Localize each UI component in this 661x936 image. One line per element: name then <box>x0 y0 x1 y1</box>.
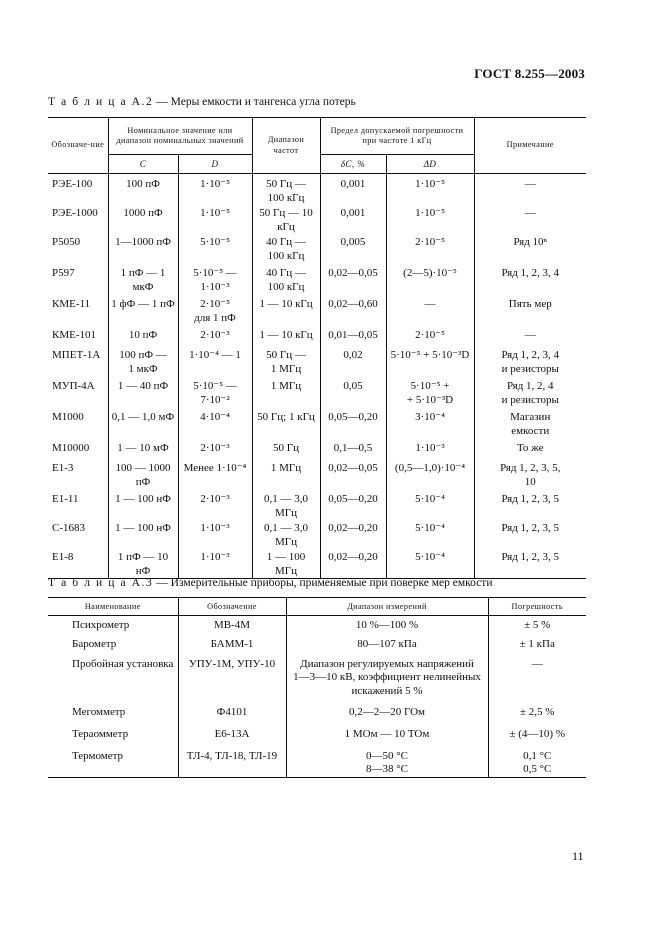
col-dd: ΔD <box>386 155 474 174</box>
cell-d: 2·10⁻⁵ для 1 пФ <box>178 296 252 327</box>
cell-d: 1·10⁻⁵ <box>178 174 252 206</box>
cell-error: ± 5 % <box>488 616 586 636</box>
cell-dd: 3·10⁻⁴ <box>386 409 474 440</box>
cell-designation: КМЕ-101 <box>48 327 108 347</box>
table-a3-caption-text: — Измерительные приборы, применяемые при поверке мер емкости <box>153 577 493 589</box>
cell-dc: 0,1—0,5 <box>320 440 386 460</box>
cell-designation: РЭЕ-100 <box>48 174 108 206</box>
cell-d: 5·10⁻⁵ <box>178 234 252 265</box>
cell-designation: ТЛ-4, ТЛ-18, ТЛ-19 <box>178 748 286 778</box>
cell-c: 1 — 100 нФ <box>108 520 178 549</box>
page-number: 11 <box>572 849 584 863</box>
cell-d: 5·10⁻⁵ — 1·10⁻³ <box>178 265 252 296</box>
table-row <box>48 491 586 520</box>
cell-c: 1 — 40 пФ <box>108 378 178 409</box>
col-designation: Обозначение <box>178 598 286 616</box>
cell-error: 0,1 °С 0,5 °С <box>488 748 586 778</box>
table-row <box>48 704 586 726</box>
cell-c: 100 пФ <box>108 174 178 206</box>
table-row <box>48 636 586 656</box>
table-row <box>48 378 586 409</box>
cell-dd: 5·10⁻⁴ <box>386 520 474 549</box>
col-nominal: Номинальное значение или диапазон номинальных значений <box>108 118 252 155</box>
cell-d: 2·10⁻³ <box>178 440 252 460</box>
cell-name: Барометр <box>48 636 178 656</box>
cell-dc: 0,05—0,20 <box>320 491 386 520</box>
cell-freq: 1 — 10 кГц <box>252 327 320 347</box>
cell-dc: 0,01—0,05 <box>320 327 386 347</box>
table-a2-caption <box>48 96 356 108</box>
cell-note: Ряд 1, 2, 3, 5 <box>474 520 586 549</box>
cell-freq: 40 Гц — 100 кГц <box>252 265 320 296</box>
cell-freq: 1 — 10 кГц <box>252 296 320 327</box>
cell-note: Ряд 1, 2, 3, 4 <box>474 265 586 296</box>
cell-c: 1 фФ — 1 пФ <box>108 296 178 327</box>
cell-dc: 0,02—0,05 <box>320 265 386 296</box>
cell-dd: 5·10⁻⁵ + 5·10⁻³D <box>386 347 474 378</box>
cell-d: 2·10⁻³ <box>178 327 252 347</box>
table-row <box>48 265 586 296</box>
cell-dd: 1·10⁻⁵ <box>386 174 474 206</box>
cell-freq: 1 МГц <box>252 378 320 409</box>
cell-d: 4·10⁻⁴ <box>178 409 252 440</box>
cell-dc: 0,001 <box>320 205 386 234</box>
cell-designation: БАММ-1 <box>178 636 286 656</box>
cell-range: 10 %—100 % <box>286 616 488 636</box>
table-a3-caption <box>48 577 493 589</box>
table-row <box>48 234 586 265</box>
cell-designation: УПУ-1М, УПУ-10 <box>178 656 286 704</box>
col-error: Погрешность <box>488 598 586 616</box>
cell-c: 1—1000 пФ <box>108 234 178 265</box>
cell-designation: МВ-4М <box>178 616 286 636</box>
cell-c: 1 — 10 мФ <box>108 440 178 460</box>
cell-d: 5·10⁻⁵ — 7·10⁻² <box>178 378 252 409</box>
cell-dc: 0,02—0,20 <box>320 549 386 579</box>
cell-d: 2·10⁻³ <box>178 491 252 520</box>
cell-freq: 50 Гц — 10 кГц <box>252 205 320 234</box>
cell-designation: М10000 <box>48 440 108 460</box>
cell-range: 1 МОм — 10 ТОм <box>286 726 488 748</box>
cell-note: Ряд 1, 2, 3, 5 <box>474 491 586 520</box>
cell-freq: 0,1 — 3,0 МГц <box>252 520 320 549</box>
table-row <box>48 656 586 704</box>
cell-c: 100 пФ — 1 мкФ <box>108 347 178 378</box>
cell-name: Тераомметр <box>48 726 178 748</box>
cell-dc: 0,005 <box>320 234 386 265</box>
cell-designation: МУП-4А <box>48 378 108 409</box>
cell-dd: (2—5)·10⁻⁵ <box>386 265 474 296</box>
cell-d: 1·10⁻³ <box>178 520 252 549</box>
cell-dc: 0,02—0,20 <box>320 520 386 549</box>
cell-d: 1·10⁻⁴ — 1 <box>178 347 252 378</box>
cell-dc: 0,02 <box>320 347 386 378</box>
table-a2-caption-text: — Меры емкости и тангенса угла потерь <box>153 96 356 108</box>
cell-dd: 2·10⁻⁵ <box>386 327 474 347</box>
table-row <box>48 460 586 491</box>
cell-c: 1 пФ — 10 нФ <box>108 549 178 579</box>
table-a2-body <box>48 174 586 579</box>
table-row <box>48 520 586 549</box>
cell-freq: 50 Гц; 1 кГц <box>252 409 320 440</box>
col-d: D <box>178 155 252 174</box>
cell-dd: 1·10⁻³ <box>386 440 474 460</box>
col-error: Предел допускаемой погрешности при частоте 1 кГц <box>320 118 474 155</box>
cell-c: 10 пФ <box>108 327 178 347</box>
cell-note: То же <box>474 440 586 460</box>
cell-note: Ряд 1, 2, 4 и резисторы <box>474 378 586 409</box>
cell-error: — <box>488 656 586 704</box>
cell-error: ± 2,5 % <box>488 704 586 726</box>
cell-range: 0—50 °С 8—38 °С <box>286 748 488 778</box>
table-row <box>48 549 586 579</box>
table-row <box>48 296 586 327</box>
cell-dd: 5·10⁻⁴ <box>386 491 474 520</box>
cell-range: Диапазон регулируемых напряжений 1—3—10 кВ, коэффициент нелинейных искажений 5 % <box>286 656 488 704</box>
table-row <box>48 174 586 206</box>
table-row <box>48 347 586 378</box>
cell-designation: Р597 <box>48 265 108 296</box>
table-row <box>48 748 586 778</box>
cell-designation: Р5050 <box>48 234 108 265</box>
cell-designation: Е6-13А <box>178 726 286 748</box>
cell-dc: 0,05 <box>320 378 386 409</box>
cell-designation: РЭЕ-1000 <box>48 205 108 234</box>
cell-designation: М1000 <box>48 409 108 440</box>
cell-error: ± (4—10) % <box>488 726 586 748</box>
cell-range: 80—107 кПа <box>286 636 488 656</box>
col-note: Примечание <box>474 118 586 174</box>
cell-freq: 40 Гц — 100 кГц <box>252 234 320 265</box>
cell-designation: С-1683 <box>48 520 108 549</box>
table-a3 <box>48 597 586 778</box>
table-row <box>48 409 586 440</box>
cell-c: 100 — 1000 пФ <box>108 460 178 491</box>
table-a2 <box>48 117 586 579</box>
table-row <box>48 440 586 460</box>
cell-error: ± 1 кПа <box>488 636 586 656</box>
col-range: Диапазон измерений <box>286 598 488 616</box>
cell-freq: 0,1 — 3,0 МГц <box>252 491 320 520</box>
table-a2-caption-label: Т а б л и ц а А.2 <box>48 96 154 108</box>
cell-designation: Е1-8 <box>48 549 108 579</box>
cell-dd: 5·10⁻⁴ <box>386 549 474 579</box>
cell-freq: 1 — 100 МГц <box>252 549 320 579</box>
standard-header: ГОСТ 8.255—2003 <box>474 66 585 81</box>
table-row <box>48 726 586 748</box>
cell-dd: 1·10⁻⁵ <box>386 205 474 234</box>
col-name: Наименование <box>48 598 178 616</box>
cell-name: Пробойная установка <box>48 656 178 704</box>
table-a3-body <box>48 616 586 778</box>
cell-dc: 0,02—0,05 <box>320 460 386 491</box>
cell-c: 1000 пФ <box>108 205 178 234</box>
cell-designation: МПЕТ-1А <box>48 347 108 378</box>
cell-note: — <box>474 205 586 234</box>
col-freq: Диапазон частот <box>252 118 320 174</box>
cell-note: — <box>474 174 586 206</box>
cell-note: Пять мер <box>474 296 586 327</box>
col-dc: δC, % <box>320 155 386 174</box>
table-row <box>48 327 586 347</box>
col-designation: Обозначе-ние <box>48 118 108 174</box>
cell-note: — <box>474 327 586 347</box>
table-a3-caption-label: Т а б л и ц а А.3 <box>48 577 154 589</box>
cell-dc: 0,02—0,60 <box>320 296 386 327</box>
cell-freq: 1 МГц <box>252 460 320 491</box>
cell-name: Термометр <box>48 748 178 778</box>
cell-designation: Е1-3 <box>48 460 108 491</box>
cell-dd: 5·10⁻⁵ + + 5·10⁻³D <box>386 378 474 409</box>
table-row <box>48 616 586 636</box>
cell-d: 1·10⁻⁵ <box>178 205 252 234</box>
cell-name: Мегомметр <box>48 704 178 726</box>
cell-designation: Е1-11 <box>48 491 108 520</box>
cell-c: 1 пФ — 1 мкФ <box>108 265 178 296</box>
cell-c: 0,1 — 1,0 мФ <box>108 409 178 440</box>
cell-d: Менее 1·10⁻⁴ <box>178 460 252 491</box>
cell-freq: 50 Гц <box>252 440 320 460</box>
cell-dc: 0,05—0,20 <box>320 409 386 440</box>
table-row <box>48 205 586 234</box>
cell-note: Ряд 1, 2, 3, 5 <box>474 549 586 579</box>
col-c: C <box>108 155 178 174</box>
cell-range: 0,2—2—20 ГОм <box>286 704 488 726</box>
cell-note: Магазин емкости <box>474 409 586 440</box>
cell-note: Ряд 1, 2, 3, 5, 10 <box>474 460 586 491</box>
cell-note: Ряд 1, 2, 3, 4 и резисторы <box>474 347 586 378</box>
cell-designation: КМЕ-11 <box>48 296 108 327</box>
cell-freq: 50 Гц — 100 кГц <box>252 174 320 206</box>
cell-dd: (0,5—1,0)·10⁻⁴ <box>386 460 474 491</box>
cell-name: Психрометр <box>48 616 178 636</box>
cell-freq: 50 Гц — 1 МГц <box>252 347 320 378</box>
cell-dd: 2·10⁻⁵ <box>386 234 474 265</box>
cell-d: 1·10⁻³ <box>178 549 252 579</box>
cell-c: 1 — 100 нФ <box>108 491 178 520</box>
cell-designation: Ф4101 <box>178 704 286 726</box>
cell-note: Ряд 10ⁿ <box>474 234 586 265</box>
cell-dc: 0,001 <box>320 174 386 206</box>
cell-dd: — <box>386 296 474 327</box>
